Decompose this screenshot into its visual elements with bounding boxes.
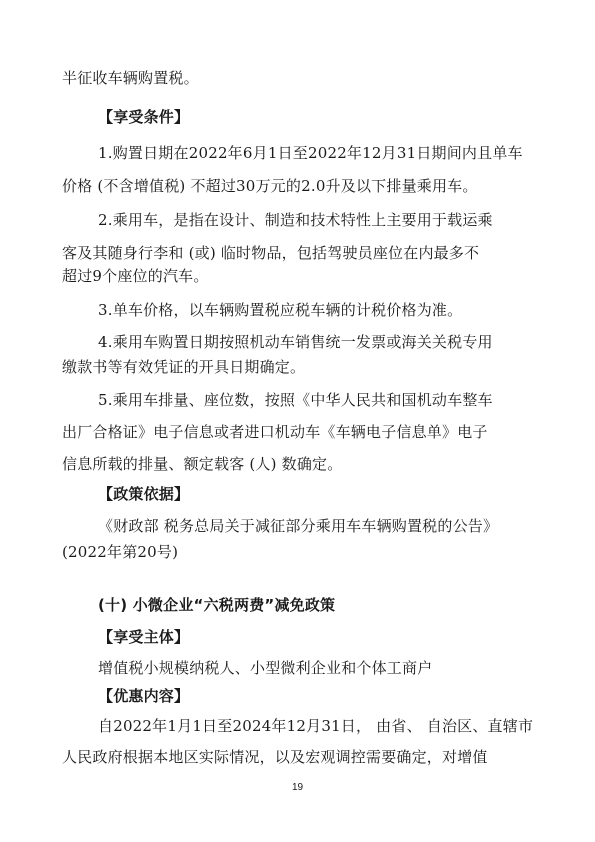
text-line-1: 半征收车辆购置税。	[62, 69, 199, 87]
text-line-12: 出厂合格证》电子信息或者进口机动车《车辆电子信息单》电子	[62, 423, 488, 441]
text-line-15: 《财政部 税务总局关于减征部分乘用车车辆购置税的公告》	[98, 517, 499, 535]
text-line-22: 人民政府根据本地区实际情况，以及宏观调控需要确定，对增值	[62, 748, 488, 766]
section-heading-beneficiary: 【享受主体】	[98, 628, 190, 646]
text-line-6: 客及其随身行李和 (或) 临时物品，包括驾驶员座位在内最多不	[62, 244, 480, 262]
text-line-5: 2.乘用车，是指在设计、制造和技术特性上主要用于载运乘	[98, 211, 493, 229]
text-line-7: 超过9个座位的汽车。	[62, 267, 209, 285]
section-heading-policy-basis: 【政策依据】	[98, 485, 190, 503]
text-line-3: 1.购置日期在2022年6月1日至2022年12月31日期间内且单车	[98, 144, 523, 162]
text-line-19: 增值税小规模纳税人、小型微利企业和个体工商户	[98, 659, 433, 677]
text-line-11: 5.乘用车排量、座位数，按照《中华人民共和国机动车整车	[98, 391, 493, 409]
section-heading-preferential-content: 【优惠内容】	[98, 687, 190, 705]
text-line-4: 价格 (不含增值税) 不超过30万元的2.0升及以下排量乘用车。	[62, 177, 478, 195]
page-number: 19	[291, 782, 304, 793]
section-heading-conditions: 【享受条件】	[98, 108, 190, 126]
text-line-21: 自2022年1月1日至2024年12月31日， 由省、 自治区、直辖市	[98, 717, 534, 735]
text-line-8: 3.单车价格，以车辆购置税应税车辆的计税价格为准。	[98, 301, 463, 319]
text-line-16: (2022年第20号)	[62, 543, 179, 561]
text-line-13: 信息所载的排量、额定载客 (人) 数确定。	[62, 455, 343, 473]
text-line-9: 4.乘用车购置日期按照机动车销售统一发票或海关关税专用	[98, 333, 493, 351]
text-line-10: 缴款书等有效凭证的开具日期确定。	[62, 358, 306, 376]
section-title-small-enterprise: (十) 小微企业“六税两费”减免政策	[98, 596, 336, 614]
